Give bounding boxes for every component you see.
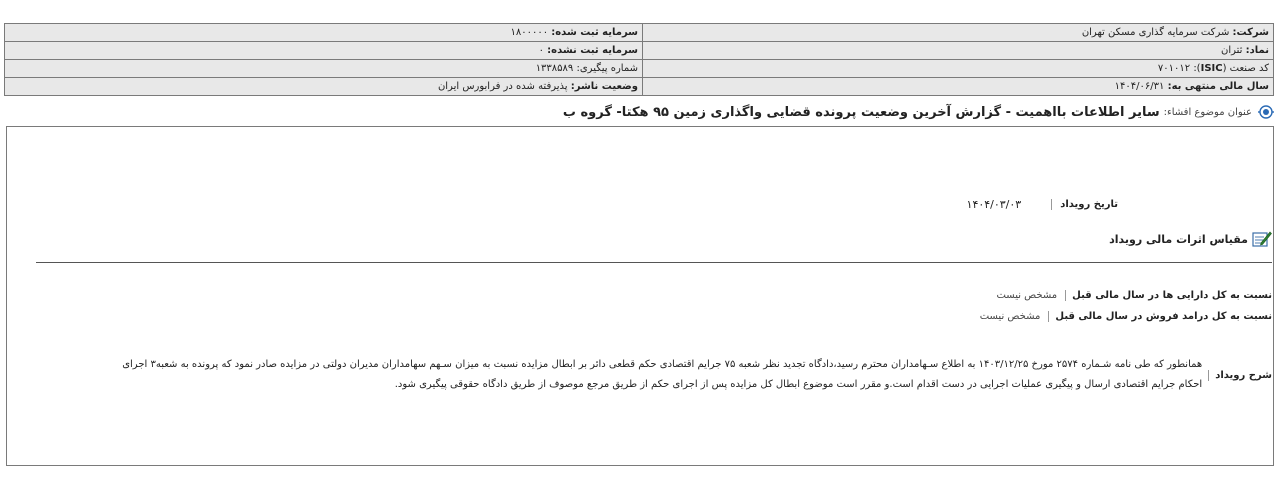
publisher-status-label: وضعیت ناشر:	[570, 81, 638, 92]
isic-cell	[643, 60, 1274, 78]
fiscal-year-label: سال مالی منتهی به:	[1167, 81, 1269, 92]
isic-label-prefix: کد صنعت (	[1222, 63, 1269, 74]
reg-capital-cell	[5, 24, 643, 42]
info-row	[5, 24, 1274, 42]
event-description-label: شرح رویداد	[1208, 370, 1272, 381]
info-row	[5, 78, 1274, 96]
info-row	[5, 60, 1274, 78]
info-row	[5, 42, 1274, 60]
ratio-assets-row	[996, 290, 1272, 301]
event-date-value: ۱۴۰۴/۰۳/۰۳	[966, 198, 1022, 211]
subject-prefix: عنوان موضوع افشاء:	[1163, 106, 1252, 118]
ratio-assets-label: نسبت به کل دارایی ها در سال مالی قبل	[1065, 290, 1272, 301]
company-cell	[643, 24, 1274, 42]
tracking-label: شماره پیگیری:	[576, 63, 638, 74]
unreg-capital-cell	[5, 42, 643, 60]
tracking-value: ۱۳۳۸۵۸۹	[535, 63, 574, 74]
event-date-row	[967, 198, 1118, 211]
isic-value: ۷۰۱۰۱۲	[1157, 63, 1191, 74]
disclosure-subject	[563, 104, 1274, 120]
financial-impact-heading	[1109, 230, 1272, 248]
publisher-status-value: پذیرفته شده در فرابورس ایران	[437, 81, 568, 92]
symbol-value: ثتران	[1221, 45, 1243, 56]
reg-capital-label: سرمایه ثبت شده:	[551, 27, 638, 38]
event-description-row	[112, 355, 1272, 395]
symbol-label: نماد:	[1245, 45, 1269, 56]
event-date-label: تاریخ رویداد	[1051, 199, 1118, 210]
fiscal-year-value: ۱۴۰۴/۰۶/۳۱	[1114, 81, 1165, 92]
publisher-status-cell	[5, 78, 643, 96]
company-info-table	[4, 23, 1274, 96]
company-label: شرکت:	[1232, 27, 1269, 38]
financial-impact-title: مقیاس اثرات مالی رویداد	[1109, 232, 1248, 246]
tracking-cell	[5, 60, 643, 78]
section-divider	[36, 262, 1272, 263]
isic-label-bold: ISIC	[1200, 63, 1223, 74]
ratio-revenue-value: مشخص نیست	[979, 311, 1041, 322]
subject-title: سایر اطلاعات بااهمیت - گزارش آخرین وضعیت پرونده قضایی واگذاری زمین ۹۵ هکتا- گروه ب	[562, 104, 1160, 120]
symbol-cell	[643, 42, 1274, 60]
isic-label-suffix: ):	[1193, 63, 1201, 74]
company-value: شرکت سرمایه گذاری مسکن تهران	[1081, 27, 1230, 38]
unreg-capital-value: ۰	[538, 45, 544, 56]
fiscal-year-cell	[643, 78, 1274, 96]
edit-note-icon	[1252, 230, 1272, 248]
target-bullet-icon	[1258, 104, 1274, 120]
event-description-text: همانطور که طی نامه شـماره ۲۵۷۴ مورخ ۱۴۰۳/۱۲/۲۵ به اطلاع سـهامداران محترم رسید،دادگاه تجدید نظر شعبه ۷۵ جرایم اقتصادی حکم قطعی دائر بر ابطال مزایده نسبت به میزان سـهم سهامداران مدیران دولتی در مزایده صادر نمود که پرونده به شعبه۳ اجرای احکام جرایم اقتصادی ارسال و پیگیری عملیات اجرایی در دست اقدام است.و مقرر است موضوع ابطال کل مزایده پس از اجرای حکم از طریق مرجع موصوف از طریق دادگاه حقوقی پیگیری شود.	[122, 359, 1203, 390]
ratio-revenue-row	[980, 311, 1272, 322]
ratio-revenue-label: نسبت به کل درامد فروش در سال مالی قبل	[1048, 311, 1272, 322]
ratio-assets-value: مشخص نیست	[996, 290, 1058, 301]
reg-capital-value: ۱۸۰۰۰۰۰	[510, 27, 549, 38]
unreg-capital-label: سرمایه ثبت نشده:	[547, 45, 638, 56]
